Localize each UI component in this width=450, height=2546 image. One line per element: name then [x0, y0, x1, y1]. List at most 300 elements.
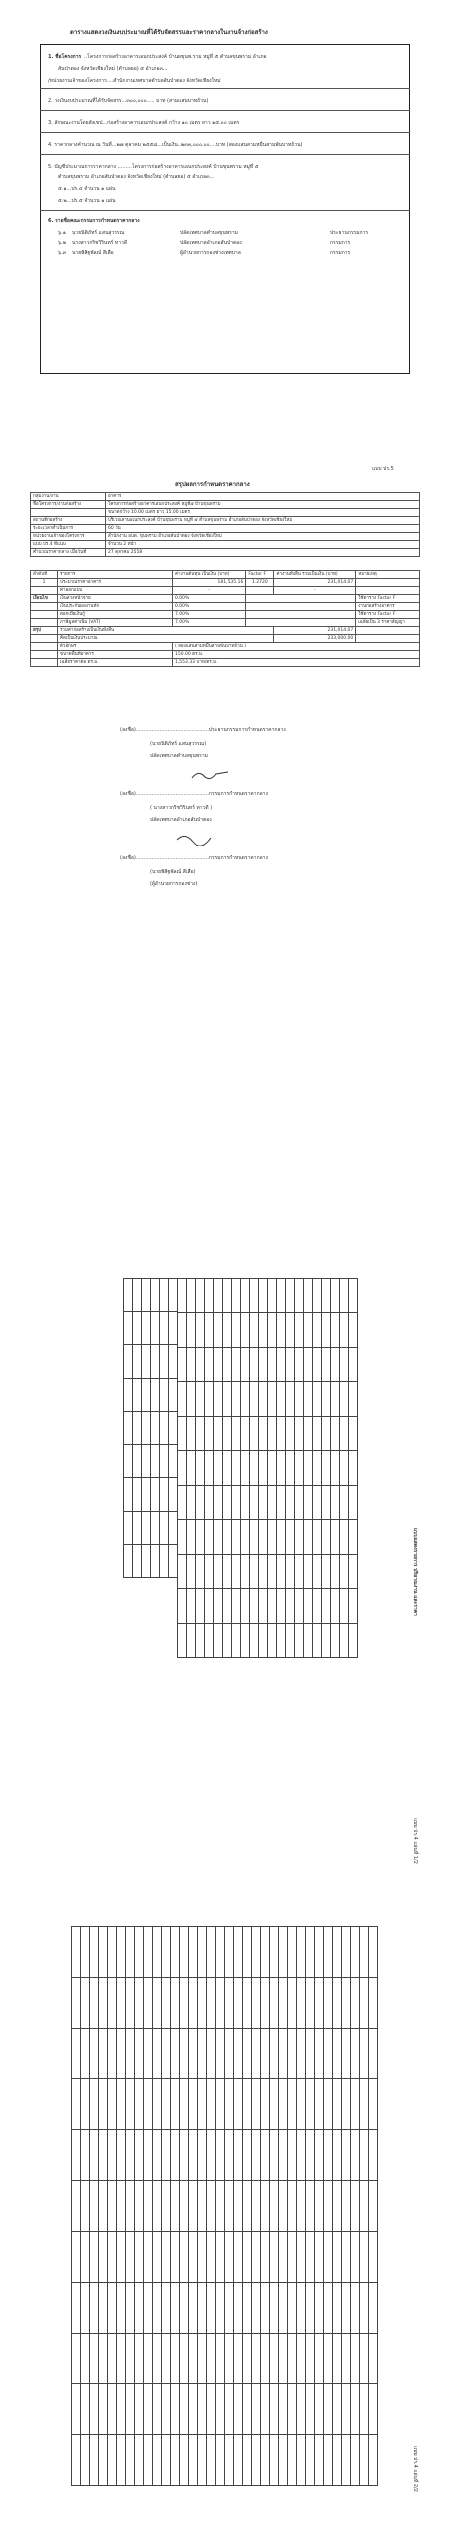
signature-mark	[175, 832, 215, 846]
table-cell	[205, 1416, 214, 1450]
table-cell	[295, 1485, 304, 1519]
table-cell	[81, 2333, 90, 2384]
condition-label	[31, 611, 58, 619]
table-cell	[234, 2282, 243, 2333]
table-cell	[241, 1451, 250, 1485]
table-cell	[187, 1589, 196, 1623]
table-cell	[180, 2435, 189, 2486]
table-cell	[198, 2435, 207, 2486]
table-cell	[72, 1977, 81, 2028]
table-cell	[117, 1977, 126, 2028]
table-cell	[189, 2282, 198, 2333]
table-cell	[241, 1623, 250, 1657]
table-cell	[180, 2028, 189, 2079]
table-cell	[279, 2282, 288, 2333]
table-cell	[369, 2333, 378, 2384]
table-cell	[205, 1451, 214, 1485]
table-cell	[241, 1347, 250, 1381]
table-cell	[259, 1347, 268, 1381]
table-cell	[259, 1416, 268, 1450]
table-cell	[160, 1345, 169, 1378]
condition-item: ดอกเบี้ยเงินกู้	[58, 611, 173, 619]
row-total: -	[274, 587, 356, 595]
table-cell	[72, 2181, 81, 2232]
table-cell	[306, 2079, 315, 2130]
table-cell	[124, 1445, 133, 1478]
table-cell	[207, 1927, 216, 1978]
table-cell	[180, 1927, 189, 1978]
table-cell	[117, 2231, 126, 2282]
table-cell	[324, 2384, 333, 2435]
table-cell	[124, 1378, 133, 1411]
table-cell	[286, 1623, 295, 1657]
table-cell	[187, 1313, 196, 1347]
table-cell	[169, 1279, 178, 1312]
table-cell	[171, 1927, 180, 1978]
table-cell	[351, 2028, 360, 2079]
table-cell	[126, 2130, 135, 2181]
table-cell	[331, 1313, 340, 1347]
table-cell	[90, 2028, 99, 2079]
row-cost: -	[173, 587, 246, 595]
table-cell	[297, 1977, 306, 2028]
table-cell	[306, 2231, 315, 2282]
table-cell	[297, 2130, 306, 2181]
table-row	[180, 1927, 189, 2486]
table-cell	[252, 2231, 261, 2282]
table-cell	[187, 1520, 196, 1554]
table-cell	[151, 1478, 160, 1511]
table-cell	[135, 2079, 144, 2130]
table-cell	[279, 2384, 288, 2435]
table-row	[189, 1927, 198, 2486]
table-cell	[135, 2130, 144, 2181]
table-row	[31, 525, 420, 533]
table-cell	[315, 2181, 324, 2232]
table-cell	[198, 2130, 207, 2181]
item2: 2. วงเงินงบประมาณที่ได้รับจัดสรร...๓๐๐,๐๐๐..... บาท (สามแสนบาทถ้วน)	[48, 98, 209, 104]
table-cell	[153, 2079, 162, 2130]
table-cell	[169, 1544, 178, 1577]
table-cell	[153, 2231, 162, 2282]
table-cell	[241, 1485, 250, 1519]
table-cell	[295, 1554, 304, 1588]
table-cell	[351, 2384, 360, 2435]
summary-item: เฉลี่ยราคาต่อ ตร.ม.	[58, 659, 173, 667]
signer-name-3: (นายพิสิฐพัลณ์ สีเสือ)	[150, 869, 196, 875]
table-row	[250, 1279, 259, 1658]
table-cell	[234, 2079, 243, 2130]
table-cell	[162, 2333, 171, 2384]
table-cell	[216, 2231, 225, 2282]
table-cell	[340, 1589, 349, 1623]
item5: 5. บัญชีประมาณการราคากลาง .........โครงการก่อสร้างอาคารเอนกประสงค์ บ้านขุนพราม หมู่ที่ ๕	[48, 164, 259, 170]
table-cell	[225, 2384, 234, 2435]
table-cell	[304, 1485, 313, 1519]
table-cell	[268, 1451, 277, 1485]
condition-label	[31, 603, 58, 611]
table-cell	[252, 1977, 261, 2028]
table-cell	[252, 2079, 261, 2130]
summary-value: 231,014.07	[274, 627, 356, 635]
table-cell	[297, 2231, 306, 2282]
col-header: ค่างานทั้งสิ้น รวมเป็นเงิน (บาท)	[274, 571, 356, 579]
summary-item: รวมค่าก่อสร้างเป็นเงินทั้งสิ้น	[58, 627, 274, 635]
table-cell	[322, 1589, 331, 1623]
table-cell	[144, 1927, 153, 1978]
table-cell	[133, 1411, 142, 1444]
table-cell	[313, 1382, 322, 1416]
table-cell	[205, 1313, 214, 1347]
table-cell	[198, 2181, 207, 2232]
table-row	[135, 1927, 144, 2486]
table-cell	[340, 1279, 349, 1313]
table-cell	[225, 2333, 234, 2384]
table-cell	[349, 1520, 358, 1554]
table-cell	[126, 2079, 135, 2130]
table-cell	[333, 1927, 342, 1978]
table-cell	[207, 2130, 216, 2181]
table-row	[322, 1279, 331, 1658]
table-cell	[135, 2181, 144, 2232]
table-cell	[223, 1554, 232, 1588]
table-cell	[225, 2231, 234, 2282]
table-cell	[198, 2028, 207, 2079]
table-cell	[126, 2028, 135, 2079]
table-cell	[124, 1345, 133, 1378]
table-cell	[90, 2384, 99, 2435]
table-cell	[99, 2181, 108, 2232]
summary-value: 233,000.00	[274, 635, 356, 643]
committee-2-name: นางสาวกริชวิรินทร์ ทาวดี	[72, 240, 128, 246]
table-cell	[196, 1279, 205, 1313]
table-cell	[144, 2333, 153, 2384]
row-cost: 181,535.16	[173, 579, 246, 587]
table-cell	[261, 2384, 270, 2435]
table-cell	[198, 1977, 207, 2028]
quantity-price-table-2	[71, 1926, 378, 2486]
table-cell	[205, 1589, 214, 1623]
summary-item: ขนาดพื้นที่อาคาร	[58, 651, 173, 659]
item1-text3: /หน่วยงานเจ้าของโครงการ....สำนักงานเทศบาลตำบลสันป่าตอง จังหวัดเชียงใหม่	[48, 78, 221, 84]
table-cell	[315, 2435, 324, 2486]
table-cell	[250, 1382, 259, 1416]
table-row	[144, 1927, 153, 2486]
table-cell	[225, 1927, 234, 1978]
table-row	[160, 1279, 169, 1578]
table-cell	[216, 2079, 225, 2130]
table-cell	[108, 2028, 117, 2079]
table-row	[81, 1927, 90, 2486]
table-cell	[322, 1279, 331, 1313]
table-cell	[151, 1411, 160, 1444]
table-cell	[126, 2384, 135, 2435]
table-cell	[108, 2282, 117, 2333]
table-cell	[187, 1623, 196, 1657]
table-cell	[322, 1554, 331, 1588]
table-row	[225, 1927, 234, 2486]
table-cell	[214, 1347, 223, 1381]
table-cell	[124, 1478, 133, 1511]
table-row	[31, 533, 420, 541]
table-cell	[196, 1347, 205, 1381]
table-cell	[196, 1485, 205, 1519]
table-cell	[313, 1451, 322, 1485]
table-cell	[360, 2079, 369, 2130]
table-cell	[295, 1382, 304, 1416]
info-label: แบบ ปร.4 ที่แนบ	[31, 541, 106, 549]
table-cell	[169, 1345, 178, 1378]
table-cell	[313, 1485, 322, 1519]
table-row	[288, 1927, 297, 2486]
table-cell	[133, 1544, 142, 1577]
item5c: ๕.๑...ปร.๔ จำนวน ๑ แผ่น	[58, 186, 116, 192]
table-row	[259, 1279, 268, 1658]
table-cell	[288, 2079, 297, 2130]
table-cell	[187, 1279, 196, 1313]
table-cell	[270, 1977, 279, 2028]
table-cell	[225, 2079, 234, 2130]
committee-3-name: นายพิสิฐพัลณ์ สีเสือ	[72, 250, 114, 256]
table-row	[297, 1927, 306, 2486]
table-cell	[178, 1416, 187, 1450]
table-cell	[90, 2282, 99, 2333]
table-cell	[342, 2435, 351, 2486]
table-cell	[81, 2028, 90, 2079]
table-cell	[135, 2384, 144, 2435]
table-cell	[340, 1416, 349, 1450]
table-cell	[315, 1977, 324, 2028]
table-cell	[142, 1478, 151, 1511]
summary-row	[31, 659, 420, 667]
table-cell	[349, 1589, 358, 1623]
table-cell	[360, 2231, 369, 2282]
table-cell	[223, 1279, 232, 1313]
table-row	[223, 1279, 232, 1658]
table-cell	[124, 1511, 133, 1544]
table-cell	[349, 1313, 358, 1347]
table-cell	[252, 2282, 261, 2333]
table-cell	[196, 1623, 205, 1657]
table-cell	[351, 2435, 360, 2486]
condition-item: เงินล่วงหน้าจ่าย	[58, 595, 173, 603]
table-row	[171, 1927, 180, 2486]
condition-row	[31, 595, 420, 603]
table-cell	[342, 1927, 351, 1978]
table-cell	[342, 2333, 351, 2384]
table-cell	[99, 2384, 108, 2435]
table-cell	[268, 1347, 277, 1381]
table-row	[216, 1927, 225, 2486]
table-cell	[72, 2130, 81, 2181]
table-cell	[126, 1977, 135, 2028]
table-cell	[169, 1378, 178, 1411]
table-cell	[205, 1485, 214, 1519]
table-cell	[189, 2079, 198, 2130]
table-cell	[162, 2130, 171, 2181]
table-cell	[261, 2231, 270, 2282]
table-cell	[81, 2079, 90, 2130]
table-cell	[198, 2282, 207, 2333]
table-cell	[153, 2282, 162, 2333]
table-row	[232, 1279, 241, 1658]
table-cell	[223, 1451, 232, 1485]
table-cell	[108, 2384, 117, 2435]
table-cell	[171, 2079, 180, 2130]
table-cell	[286, 1589, 295, 1623]
table-cell	[315, 2333, 324, 2384]
table-cell	[279, 2130, 288, 2181]
table-cell	[331, 1520, 340, 1554]
table-row	[277, 1279, 286, 1658]
table-cell	[72, 2384, 81, 2435]
table-cell	[324, 1977, 333, 2028]
table-cell	[270, 2231, 279, 2282]
table-cell	[297, 2333, 306, 2384]
table-cell	[261, 2333, 270, 2384]
table-cell	[270, 2079, 279, 2130]
table-cell	[126, 1927, 135, 1978]
table-row	[117, 1927, 126, 2486]
table-row	[31, 501, 420, 509]
summary-label	[31, 643, 58, 651]
row-no	[31, 587, 58, 595]
table-cell	[315, 2231, 324, 2282]
table-cell	[286, 1416, 295, 1450]
table-cell	[333, 1977, 342, 2028]
table-cell	[295, 1589, 304, 1623]
table-cell	[279, 1927, 288, 1978]
table-cell	[360, 2130, 369, 2181]
table-row	[234, 1927, 243, 2486]
table-cell	[313, 1279, 322, 1313]
table-row	[31, 541, 420, 549]
table-cell	[259, 1313, 268, 1347]
table-cell	[90, 1977, 99, 2028]
table-cell	[342, 2079, 351, 2130]
table-cell	[189, 2130, 198, 2181]
summary-value: 150.00 ตร.ม.	[173, 651, 420, 659]
table-cell	[144, 2435, 153, 2486]
table-cell	[124, 1544, 133, 1577]
table-cell	[243, 1977, 252, 2028]
table-cell	[268, 1554, 277, 1588]
table-cell	[196, 1382, 205, 1416]
table-cell	[223, 1589, 232, 1623]
table-cell	[304, 1347, 313, 1381]
table-cell	[90, 2079, 99, 2130]
table-cell	[151, 1345, 160, 1378]
table-cell	[162, 2282, 171, 2333]
table-cell	[162, 2231, 171, 2282]
table-row	[151, 1279, 160, 1578]
table-cell	[259, 1485, 268, 1519]
table-cell	[369, 2231, 378, 2282]
table-cell	[322, 1382, 331, 1416]
col-header: รายการ	[58, 571, 173, 579]
table-cell	[81, 2231, 90, 2282]
summary-item: คิดเป็นเงินประมาณ	[58, 635, 274, 643]
table-cell	[313, 1416, 322, 1450]
table-row	[162, 1927, 171, 2486]
info-label: ชื่อโครงการ/งานก่อสร้าง	[31, 501, 106, 509]
table-cell	[142, 1544, 151, 1577]
table-cell	[340, 1347, 349, 1381]
table-cell	[117, 2028, 126, 2079]
table-cell	[360, 2435, 369, 2486]
table-cell	[108, 2181, 117, 2232]
committee-3-role: กรรมการ	[330, 250, 351, 256]
table-cell	[331, 1382, 340, 1416]
table-row	[133, 1279, 142, 1578]
info-value: 27 ตุลาคม 2558	[106, 549, 420, 557]
summary-label: สรุป	[31, 627, 58, 635]
table-cell	[360, 2333, 369, 2384]
committee-1-name: นายนิติภัทร์ แสนสุวรรณ	[72, 230, 125, 236]
table-cell	[180, 2079, 189, 2130]
committee-1-pos: ปลัดเทศบาลตำบลขุนพราม	[180, 230, 238, 236]
table-cell	[333, 2282, 342, 2333]
signer-name-2: ( นางสาวกริชวิรินทร์ ทาวดี )	[150, 805, 213, 811]
table-cell	[153, 2435, 162, 2486]
table-cell	[180, 2384, 189, 2435]
table-cell	[295, 1416, 304, 1450]
table-cell	[133, 1511, 142, 1544]
table-cell	[160, 1478, 169, 1511]
table-cell	[333, 2231, 342, 2282]
table-cell	[216, 2181, 225, 2232]
table-cell	[268, 1279, 277, 1313]
table-cell	[178, 1347, 187, 1381]
table-cell	[369, 2181, 378, 2232]
table-cell	[207, 2028, 216, 2079]
table-cell	[279, 2333, 288, 2384]
table-cell	[81, 1977, 90, 2028]
table-row	[304, 1279, 313, 1658]
table-cell	[205, 1279, 214, 1313]
table-cell	[151, 1279, 160, 1312]
table-cell	[144, 2231, 153, 2282]
condition-pct: 7.00%	[173, 611, 246, 619]
table-cell	[180, 2231, 189, 2282]
table-cell	[160, 1411, 169, 1444]
table-cell	[171, 1977, 180, 2028]
table-row	[169, 1279, 178, 1578]
table-cell	[270, 2130, 279, 2181]
condition-item: เงินประกันผลงานหัก	[58, 603, 173, 611]
condition-row	[31, 611, 420, 619]
table-cell	[196, 1416, 205, 1450]
table-cell	[349, 1451, 358, 1485]
table-cell	[270, 1927, 279, 1978]
table-cell	[151, 1378, 160, 1411]
table-cell	[207, 2282, 216, 2333]
summary-row	[31, 635, 420, 643]
table-row	[333, 1927, 342, 2486]
committee-2-role: กรรมการ	[330, 240, 351, 246]
table-cell	[340, 1554, 349, 1588]
table-header-row	[31, 571, 420, 579]
table-row	[196, 1279, 205, 1658]
committee-1-no: ๖.๑	[58, 230, 66, 236]
table-cell	[72, 2231, 81, 2282]
table-cell	[178, 1520, 187, 1554]
table-cell	[72, 2435, 81, 2486]
table-cell	[187, 1451, 196, 1485]
table-cell	[223, 1347, 232, 1381]
table-cell	[126, 2435, 135, 2486]
table-cell	[259, 1382, 268, 1416]
